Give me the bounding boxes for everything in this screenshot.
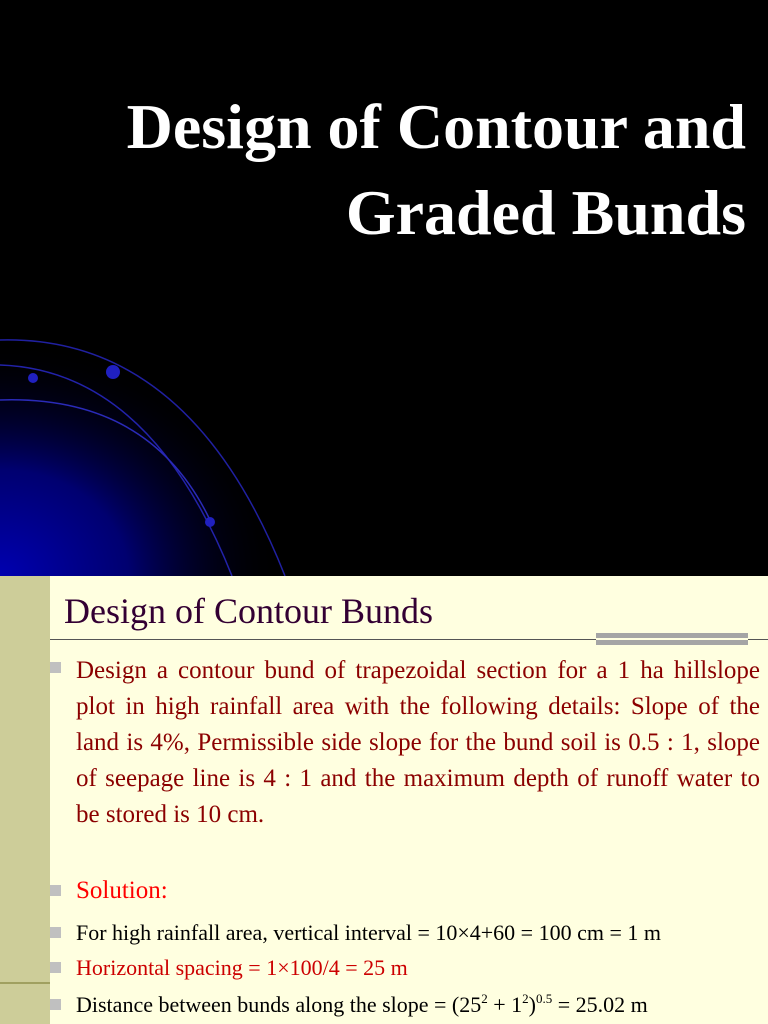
bullet-icon — [50, 662, 61, 673]
arc-dot-3 — [205, 517, 215, 527]
sidebar-divider — [0, 982, 50, 984]
title-line-1: Design of Contour and — [126, 91, 746, 162]
distance-close: ) — [528, 992, 536, 1017]
vertical-interval-line: For high rainfall area, vertical interval = 10×4+60 = 100 cm = 1 m — [76, 920, 661, 945]
bullet-icon — [50, 927, 61, 938]
bullet-icon — [50, 999, 61, 1010]
arc-dot-1 — [106, 365, 120, 379]
distance-prefix: Distance between bunds along the slope = (25 — [76, 992, 482, 1017]
bullet-icon — [50, 885, 61, 896]
decorative-gray-bar — [596, 633, 748, 649]
problem-statement: Design a contour bund of trapezoidal section for a 1 ha hillslope plot in high rainfall area with the following details: Slope of the land is 4%, Permissible side slope for the bund soil is 0.5 : 1, slope of seepage line is 4 : 1 and the maximum depth of runoff water to be stored is 10 cm. — [76, 657, 760, 828]
slide-heading: Design of Contour Bunds — [64, 591, 433, 631]
content-slide — [0, 576, 768, 1024]
distance-line — [76, 990, 648, 1020]
distance-result: = 25.02 m — [552, 992, 648, 1017]
title-line-2: Graded Bunds — [345, 177, 746, 248]
distance-exp-2: 2 — [522, 991, 529, 1006]
distance-mid: + 1 — [487, 992, 523, 1017]
bullet-icon — [50, 962, 61, 973]
left-sidebar-bar — [0, 576, 50, 1024]
distance-exp-1: 2 — [481, 991, 488, 1006]
distance-exp-3: 0.5 — [536, 991, 553, 1006]
arc-dot-2 — [28, 373, 38, 383]
slide-title — [26, 84, 746, 256]
solution-label: Solution: — [76, 877, 168, 904]
horizontal-spacing-line: Horizontal spacing = 1×100/4 = 25 m — [76, 955, 408, 980]
